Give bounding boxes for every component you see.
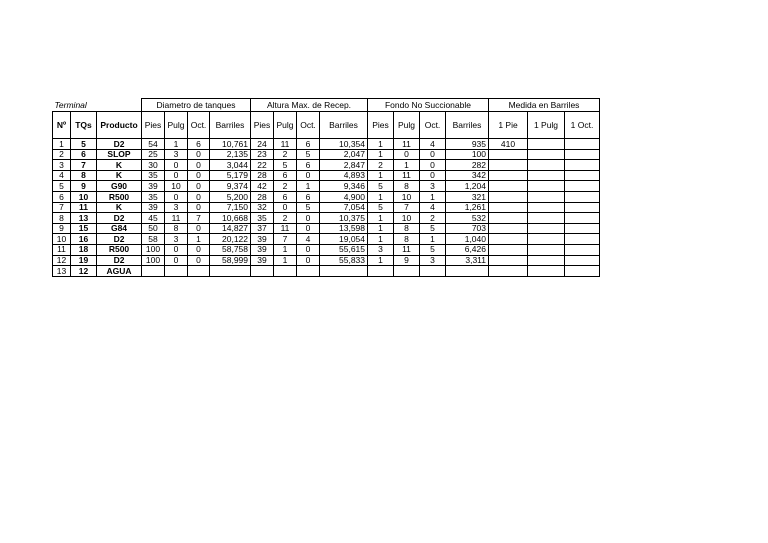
- cell-bottom-pulg: 8: [394, 223, 420, 234]
- cell-diameter-pulg: 10: [165, 181, 188, 192]
- cell-measure-1oct: [565, 202, 600, 213]
- cell-bottom-barriles: 3,311: [446, 255, 489, 266]
- cell-diameter-oct: [188, 266, 210, 277]
- cell-height-pulg: 11: [274, 139, 297, 150]
- cell-bottom-oct: [420, 266, 446, 277]
- cell-diameter-oct: 7: [188, 213, 210, 224]
- col-product: Producto: [97, 112, 142, 139]
- cell-measure-1oct: [565, 213, 600, 224]
- cell-height-oct: 0: [297, 170, 320, 181]
- cell-diameter-pies: 54: [142, 139, 165, 150]
- cell-bottom-barriles: 532: [446, 213, 489, 224]
- cell-row-number: 8: [53, 213, 71, 224]
- cell-height-pies: 42: [251, 181, 274, 192]
- cell-product: K: [97, 160, 142, 171]
- group-diameter: Diametro de tanques: [142, 99, 251, 112]
- table-row: [53, 244, 600, 255]
- table-row: [53, 202, 600, 213]
- col-h-pies: Pies: [251, 112, 274, 139]
- cell-product: D2: [97, 213, 142, 224]
- cell-tank-number: 19: [71, 255, 97, 266]
- cell-diameter-barriles: 5,179: [210, 170, 251, 181]
- cell-measure-1pie: [489, 255, 528, 266]
- cell-row-number: 3: [53, 160, 71, 171]
- cell-height-pies: [251, 266, 274, 277]
- cell-measure-1pulg: [528, 255, 565, 266]
- table-row: [53, 170, 600, 181]
- cell-diameter-oct: 0: [188, 170, 210, 181]
- cell-diameter-pulg: 0: [165, 244, 188, 255]
- cell-height-barriles: 55,615: [320, 244, 368, 255]
- cell-measure-1pulg: [528, 170, 565, 181]
- cell-diameter-barriles: 10,761: [210, 139, 251, 150]
- cell-row-number: 10: [53, 234, 71, 245]
- col-h-barriles: Barriles: [320, 112, 368, 139]
- cell-height-pulg: 2: [274, 149, 297, 160]
- cell-bottom-oct: 0: [420, 160, 446, 171]
- cell-measure-1pie: [489, 160, 528, 171]
- cell-bottom-pies: 1: [368, 191, 394, 202]
- cell-measure-1pie: [489, 234, 528, 245]
- col-d-barriles: Barriles: [210, 112, 251, 139]
- cell-height-oct: 0: [297, 244, 320, 255]
- cell-bottom-pies: 1: [368, 234, 394, 245]
- cell-bottom-barriles: 935: [446, 139, 489, 150]
- cell-bottom-pulg: 8: [394, 234, 420, 245]
- cell-bottom-barriles: [446, 266, 489, 277]
- cell-product: D2: [97, 255, 142, 266]
- cell-height-pies: 28: [251, 191, 274, 202]
- cell-height-oct: 5: [297, 202, 320, 213]
- cell-measure-1pulg: [528, 244, 565, 255]
- cell-measure-1pulg: [528, 234, 565, 245]
- cell-bottom-barriles: 1,204: [446, 181, 489, 192]
- cell-diameter-barriles: 3,044: [210, 160, 251, 171]
- table-row: [53, 213, 600, 224]
- cell-height-oct: 6: [297, 191, 320, 202]
- cell-measure-1oct: [565, 244, 600, 255]
- cell-diameter-pulg: 0: [165, 160, 188, 171]
- cell-diameter-barriles: 7,150: [210, 202, 251, 213]
- cell-height-pies: 32: [251, 202, 274, 213]
- cell-diameter-pies: 50: [142, 223, 165, 234]
- cell-measure-1pulg: [528, 213, 565, 224]
- cell-row-number: 7: [53, 202, 71, 213]
- cell-diameter-pies: 39: [142, 181, 165, 192]
- cell-measure-1oct: [565, 149, 600, 160]
- col-m-1oct: 1 Oct.: [565, 112, 600, 139]
- cell-bottom-pulg: 8: [394, 181, 420, 192]
- cell-product: G84: [97, 223, 142, 234]
- cell-bottom-barriles: 703: [446, 223, 489, 234]
- cell-bottom-pies: 2: [368, 160, 394, 171]
- cell-bottom-pulg: 7: [394, 202, 420, 213]
- cell-product: SLOP: [97, 149, 142, 160]
- col-m-1pie: 1 Pie: [489, 112, 528, 139]
- cell-height-pies: 22: [251, 160, 274, 171]
- cell-diameter-barriles: 10,668: [210, 213, 251, 224]
- cell-bottom-barriles: 1,040: [446, 234, 489, 245]
- cell-bottom-pies: 1: [368, 213, 394, 224]
- terminal-title: Terminal: [53, 99, 142, 112]
- cell-height-barriles: 7,054: [320, 202, 368, 213]
- cell-measure-1pie: [489, 181, 528, 192]
- cell-bottom-oct: 0: [420, 149, 446, 160]
- cell-tank-number: 7: [71, 160, 97, 171]
- cell-height-pies: 35: [251, 213, 274, 224]
- col-f-oct: Oct.: [420, 112, 446, 139]
- cell-row-number: 13: [53, 266, 71, 277]
- cell-height-barriles: 2,047: [320, 149, 368, 160]
- cell-height-barriles: 55,833: [320, 255, 368, 266]
- cell-measure-1pulg: [528, 181, 565, 192]
- col-no: Nº: [53, 112, 71, 139]
- cell-diameter-pies: 35: [142, 170, 165, 181]
- tank-table: [52, 98, 600, 277]
- cell-bottom-pies: 3: [368, 244, 394, 255]
- cell-diameter-pulg: 3: [165, 202, 188, 213]
- cell-bottom-pies: 1: [368, 255, 394, 266]
- cell-height-oct: 0: [297, 255, 320, 266]
- cell-height-oct: 1: [297, 181, 320, 192]
- cell-bottom-oct: 5: [420, 223, 446, 234]
- cell-row-number: 2: [53, 149, 71, 160]
- table-row: [53, 139, 600, 150]
- cell-bottom-pulg: 10: [394, 191, 420, 202]
- cell-diameter-pies: 35: [142, 191, 165, 202]
- table-row: [53, 266, 600, 277]
- table-row: [53, 255, 600, 266]
- cell-diameter-oct: 0: [188, 191, 210, 202]
- table-row: [53, 234, 600, 245]
- cell-bottom-oct: 3: [420, 255, 446, 266]
- cell-bottom-oct: 2: [420, 213, 446, 224]
- cell-bottom-oct: 1: [420, 191, 446, 202]
- col-h-pulg: Pulg: [274, 112, 297, 139]
- cell-tank-number: 10: [71, 191, 97, 202]
- cell-bottom-pies: [368, 266, 394, 277]
- cell-measure-1pulg: [528, 191, 565, 202]
- cell-product: R500: [97, 244, 142, 255]
- cell-height-pies: 39: [251, 255, 274, 266]
- cell-height-barriles: 4,893: [320, 170, 368, 181]
- cell-diameter-pulg: 1: [165, 139, 188, 150]
- cell-measure-1pulg: [528, 266, 565, 277]
- cell-tank-number: 15: [71, 223, 97, 234]
- cell-diameter-barriles: 14,827: [210, 223, 251, 234]
- cell-height-barriles: 9,346: [320, 181, 368, 192]
- cell-row-number: 11: [53, 244, 71, 255]
- cell-height-pulg: 5: [274, 160, 297, 171]
- cell-product: R500: [97, 191, 142, 202]
- cell-bottom-pies: 1: [368, 139, 394, 150]
- cell-diameter-oct: 1: [188, 234, 210, 245]
- cell-tank-number: 13: [71, 213, 97, 224]
- cell-measure-1oct: [565, 181, 600, 192]
- cell-measure-1pie: [489, 202, 528, 213]
- cell-diameter-pies: 58: [142, 234, 165, 245]
- cell-product: D2: [97, 234, 142, 245]
- cell-measure-1oct: [565, 234, 600, 245]
- cell-height-pulg: 7: [274, 234, 297, 245]
- cell-height-oct: 0: [297, 223, 320, 234]
- cell-height-pulg: 2: [274, 213, 297, 224]
- cell-bottom-barriles: 6,426: [446, 244, 489, 255]
- col-f-barriles: Barriles: [446, 112, 489, 139]
- cell-height-oct: 6: [297, 139, 320, 150]
- cell-bottom-oct: 0: [420, 170, 446, 181]
- cell-diameter-oct: 6: [188, 139, 210, 150]
- cell-height-barriles: [320, 266, 368, 277]
- cell-measure-1pulg: [528, 202, 565, 213]
- cell-diameter-barriles: 58,758: [210, 244, 251, 255]
- cell-height-pies: 23: [251, 149, 274, 160]
- cell-height-barriles: 4,900: [320, 191, 368, 202]
- cell-diameter-pies: [142, 266, 165, 277]
- cell-measure-1pie: [489, 170, 528, 181]
- cell-bottom-pulg: 9: [394, 255, 420, 266]
- col-f-pulg: Pulg: [394, 112, 420, 139]
- cell-measure-1oct: [565, 170, 600, 181]
- cell-height-pulg: 2: [274, 181, 297, 192]
- cell-height-pulg: 11: [274, 223, 297, 234]
- cell-diameter-oct: 0: [188, 255, 210, 266]
- cell-height-pulg: 6: [274, 191, 297, 202]
- cell-height-pies: 24: [251, 139, 274, 150]
- cell-bottom-pulg: 1: [394, 160, 420, 171]
- cell-diameter-oct: 0: [188, 149, 210, 160]
- cell-measure-1pie: [489, 223, 528, 234]
- cell-height-pies: 39: [251, 234, 274, 245]
- cell-height-barriles: 2,847: [320, 160, 368, 171]
- cell-diameter-oct: 0: [188, 202, 210, 213]
- cell-row-number: 4: [53, 170, 71, 181]
- cell-bottom-pies: 5: [368, 181, 394, 192]
- col-m-1pulg: 1 Pulg: [528, 112, 565, 139]
- cell-bottom-barriles: 1,261: [446, 202, 489, 213]
- cell-bottom-pies: 1: [368, 170, 394, 181]
- cell-bottom-pulg: 11: [394, 170, 420, 181]
- cell-diameter-pies: 30: [142, 160, 165, 171]
- col-d-pies: Pies: [142, 112, 165, 139]
- cell-height-pies: 39: [251, 244, 274, 255]
- cell-row-number: 6: [53, 191, 71, 202]
- cell-diameter-pies: 25: [142, 149, 165, 160]
- cell-diameter-oct: 0: [188, 223, 210, 234]
- col-tqs: TQs: [71, 112, 97, 139]
- cell-diameter-pulg: 0: [165, 191, 188, 202]
- cell-height-oct: 5: [297, 149, 320, 160]
- cell-measure-1pie: [489, 244, 528, 255]
- cell-diameter-barriles: 2,135: [210, 149, 251, 160]
- table-row: [53, 191, 600, 202]
- cell-bottom-pulg: 11: [394, 244, 420, 255]
- cell-height-pulg: [274, 266, 297, 277]
- cell-bottom-barriles: 321: [446, 191, 489, 202]
- cell-bottom-oct: 4: [420, 202, 446, 213]
- cell-product: K: [97, 170, 142, 181]
- cell-bottom-barriles: 100: [446, 149, 489, 160]
- cell-tank-number: 5: [71, 139, 97, 150]
- cell-product: D2: [97, 139, 142, 150]
- cell-diameter-pies: 45: [142, 213, 165, 224]
- cell-bottom-pulg: 10: [394, 213, 420, 224]
- cell-bottom-barriles: 342: [446, 170, 489, 181]
- cell-height-barriles: 10,354: [320, 139, 368, 150]
- cell-bottom-pulg: [394, 266, 420, 277]
- table-row: [53, 160, 600, 171]
- cell-diameter-barriles: 58,999: [210, 255, 251, 266]
- cell-bottom-oct: 5: [420, 244, 446, 255]
- cell-product: AGUA: [97, 266, 142, 277]
- group-measure: Medida en Barriles: [489, 99, 600, 112]
- table-row: [53, 181, 600, 192]
- cell-measure-1pie: [489, 266, 528, 277]
- cell-height-pulg: 0: [274, 202, 297, 213]
- cell-height-oct: [297, 266, 320, 277]
- cell-diameter-pulg: 8: [165, 223, 188, 234]
- col-d-pulg: Pulg: [165, 112, 188, 139]
- cell-row-number: 5: [53, 181, 71, 192]
- cell-tank-number: 12: [71, 266, 97, 277]
- cell-measure-1pulg: [528, 149, 565, 160]
- cell-height-barriles: 13,598: [320, 223, 368, 234]
- cell-bottom-oct: 3: [420, 181, 446, 192]
- cell-bottom-pies: 1: [368, 149, 394, 160]
- cell-diameter-pulg: 3: [165, 234, 188, 245]
- cell-measure-1pulg: [528, 139, 565, 150]
- cell-diameter-pulg: [165, 266, 188, 277]
- cell-bottom-pies: 5: [368, 202, 394, 213]
- cell-height-oct: 4: [297, 234, 320, 245]
- cell-diameter-pies: 100: [142, 255, 165, 266]
- cell-measure-1pie: [489, 213, 528, 224]
- cell-measure-1pie: [489, 191, 528, 202]
- cell-height-pies: 28: [251, 170, 274, 181]
- cell-diameter-barriles: 9,374: [210, 181, 251, 192]
- col-h-oct: Oct.: [297, 112, 320, 139]
- cell-diameter-barriles: 20,122: [210, 234, 251, 245]
- cell-bottom-pies: 1: [368, 223, 394, 234]
- cell-diameter-pulg: 0: [165, 170, 188, 181]
- group-bottom: Fondo No Succionable: [368, 99, 489, 112]
- cell-row-number: 12: [53, 255, 71, 266]
- cell-diameter-oct: 0: [188, 244, 210, 255]
- cell-diameter-barriles: [210, 266, 251, 277]
- cell-row-number: 9: [53, 223, 71, 234]
- cell-measure-1oct: [565, 223, 600, 234]
- cell-diameter-pulg: 11: [165, 213, 188, 224]
- cell-diameter-oct: 0: [188, 160, 210, 171]
- col-f-pies: Pies: [368, 112, 394, 139]
- cell-tank-number: 18: [71, 244, 97, 255]
- table-row: [53, 223, 600, 234]
- cell-product: K: [97, 202, 142, 213]
- table-row: [53, 149, 600, 160]
- cell-measure-1oct: [565, 139, 600, 150]
- cell-height-oct: 0: [297, 213, 320, 224]
- cell-measure-1oct: [565, 266, 600, 277]
- cell-bottom-barriles: 282: [446, 160, 489, 171]
- cell-measure-1pie: [489, 149, 528, 160]
- cell-height-pies: 37: [251, 223, 274, 234]
- cell-tank-number: 6: [71, 149, 97, 160]
- cell-bottom-oct: 4: [420, 139, 446, 150]
- cell-measure-1pulg: [528, 223, 565, 234]
- cell-measure-1oct: [565, 160, 600, 171]
- cell-diameter-pies: 39: [142, 202, 165, 213]
- cell-measure-1pulg: [528, 160, 565, 171]
- cell-measure-1pie: 410: [489, 139, 528, 150]
- cell-bottom-oct: 1: [420, 234, 446, 245]
- cell-diameter-pulg: 0: [165, 255, 188, 266]
- cell-tank-number: 8: [71, 170, 97, 181]
- col-d-oct: Oct.: [188, 112, 210, 139]
- cell-diameter-pulg: 3: [165, 149, 188, 160]
- cell-bottom-pulg: 11: [394, 139, 420, 150]
- cell-height-pulg: 1: [274, 244, 297, 255]
- cell-height-barriles: 10,375: [320, 213, 368, 224]
- cell-diameter-oct: 0: [188, 181, 210, 192]
- cell-measure-1oct: [565, 191, 600, 202]
- cell-bottom-pulg: 0: [394, 149, 420, 160]
- cell-height-oct: 6: [297, 160, 320, 171]
- cell-measure-1oct: [565, 255, 600, 266]
- cell-row-number: 1: [53, 139, 71, 150]
- group-height: Altura Max. de Recep.: [251, 99, 368, 112]
- cell-height-pulg: 1: [274, 255, 297, 266]
- cell-height-barriles: 19,054: [320, 234, 368, 245]
- cell-tank-number: 16: [71, 234, 97, 245]
- cell-diameter-barriles: 5,200: [210, 191, 251, 202]
- cell-tank-number: 11: [71, 202, 97, 213]
- cell-diameter-pies: 100: [142, 244, 165, 255]
- cell-tank-number: 9: [71, 181, 97, 192]
- cell-product: G90: [97, 181, 142, 192]
- cell-height-pulg: 6: [274, 170, 297, 181]
